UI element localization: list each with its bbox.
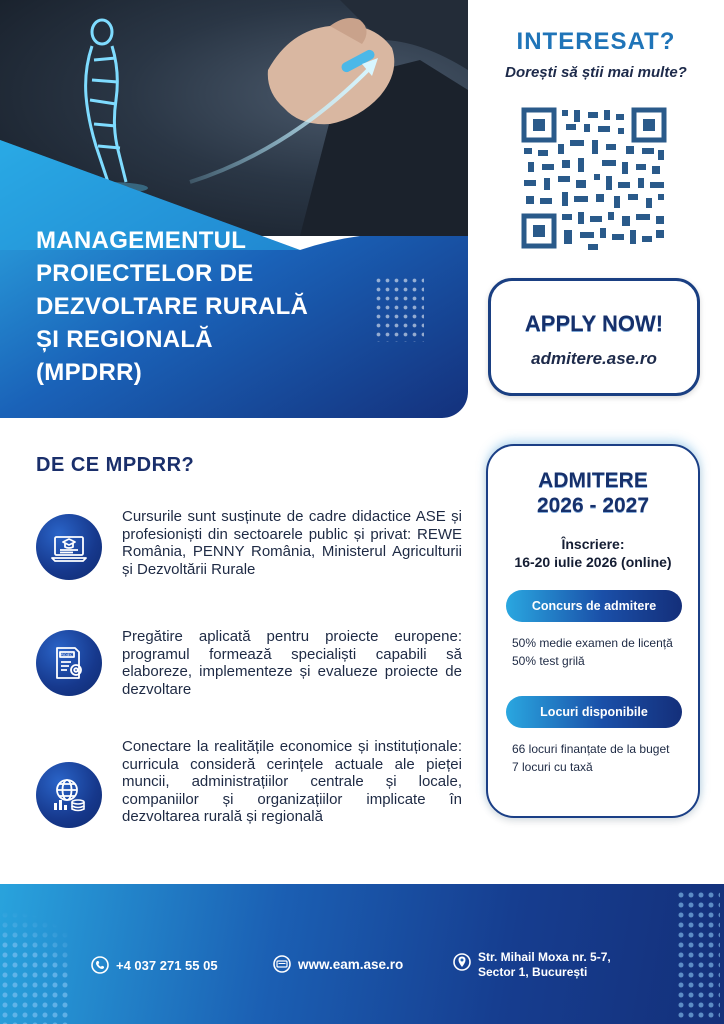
contest-pill: Concurs de admitere xyxy=(506,590,682,622)
contest-criterion: 50% medie examen de licență xyxy=(512,636,673,650)
registration-label: Înscriere: xyxy=(561,536,625,552)
why-heading: DE CE MPDRR? xyxy=(36,454,195,476)
interest-subtitle: Dorești să știi mai multe? xyxy=(505,64,687,81)
web-icon xyxy=(272,954,292,974)
address-line: Str. Mihail Moxa nr. 5-7, xyxy=(478,950,611,964)
program-title xyxy=(36,224,416,389)
program-title-line: DEZVOLTARE RURALĂ xyxy=(36,293,309,320)
places-info: 7 locuri cu taxă xyxy=(512,760,593,774)
footer-address xyxy=(452,950,611,980)
apply-now-title: APPLY NOW! xyxy=(524,311,664,336)
program-title-line: MANAGEMENTUL xyxy=(36,227,247,254)
globe-finance-icon xyxy=(49,775,89,815)
phone-icon xyxy=(90,955,110,975)
decorative-dot-grid xyxy=(0,900,72,1024)
apply-url-link[interactable]: admitere.ase.ro xyxy=(531,349,657,368)
footer-website[interactable] xyxy=(272,954,403,974)
address-text xyxy=(478,950,611,980)
website-link[interactable]: www.eam.ase.ro xyxy=(298,956,404,972)
program-title-line: PROIECTELOR DE xyxy=(36,260,254,287)
feature-text: Cursurile sunt susținute de cadre didactice ASE și profesioniști din sectoarele public și privat: REWE România, PENNY România, Ministerul Agriculturii și Dezvoltării Rurale xyxy=(122,508,462,578)
qr-code[interactable] xyxy=(518,104,670,252)
registration-dates: 16-20 iulie 2026 (online) xyxy=(514,554,672,570)
program-title-line: ȘI REGIONALĂ xyxy=(36,326,213,353)
location-pin-icon xyxy=(452,952,472,972)
places-info: 66 locuri finanțate de la buget xyxy=(512,742,670,756)
feature-text: Pregătire aplicată pentru proiecte europene: programul formează specialiști capabili să elaboreze, implementeze și evalueze proiecte de dezvoltare xyxy=(122,628,462,698)
address-line: Sector 1, București xyxy=(478,965,588,979)
feature-icon-badge xyxy=(36,514,102,580)
feature-icon-badge xyxy=(36,762,102,828)
interest-heading: INTERESAT? xyxy=(516,28,676,55)
apply-now-box[interactable] xyxy=(488,278,700,396)
feature-icon-badge xyxy=(36,630,102,696)
feature-text: Conectare la realitățile economice și instituționale: curricula consideră cerințele actuale ale pieței muncii, administrațiilor centrale și locale, companiilor și organizațiilor implicate în dezvoltarea rurală și regională xyxy=(122,738,462,825)
footer-phone[interactable] xyxy=(90,955,218,975)
places-pill: Locuri disponibile xyxy=(506,696,682,728)
qr-code-icon xyxy=(518,104,670,252)
hero-banner xyxy=(0,0,468,418)
admission-year: 2026 - 2027 xyxy=(536,494,650,517)
program-title-line: (MPDRR) xyxy=(36,359,143,386)
admission-title xyxy=(488,468,698,518)
decorative-dot-grid xyxy=(676,890,720,1020)
phone-number[interactable]: +4 037 271 55 05 xyxy=(116,957,218,973)
admission-title-line: ADMITERE xyxy=(538,469,648,492)
contest-criterion: 50% test grilă xyxy=(512,654,585,668)
graduation-laptop-icon xyxy=(49,527,89,567)
admission-card xyxy=(486,444,700,818)
svg-text:PROJECT: PROJECT xyxy=(59,653,75,657)
project-document-icon xyxy=(49,643,89,683)
